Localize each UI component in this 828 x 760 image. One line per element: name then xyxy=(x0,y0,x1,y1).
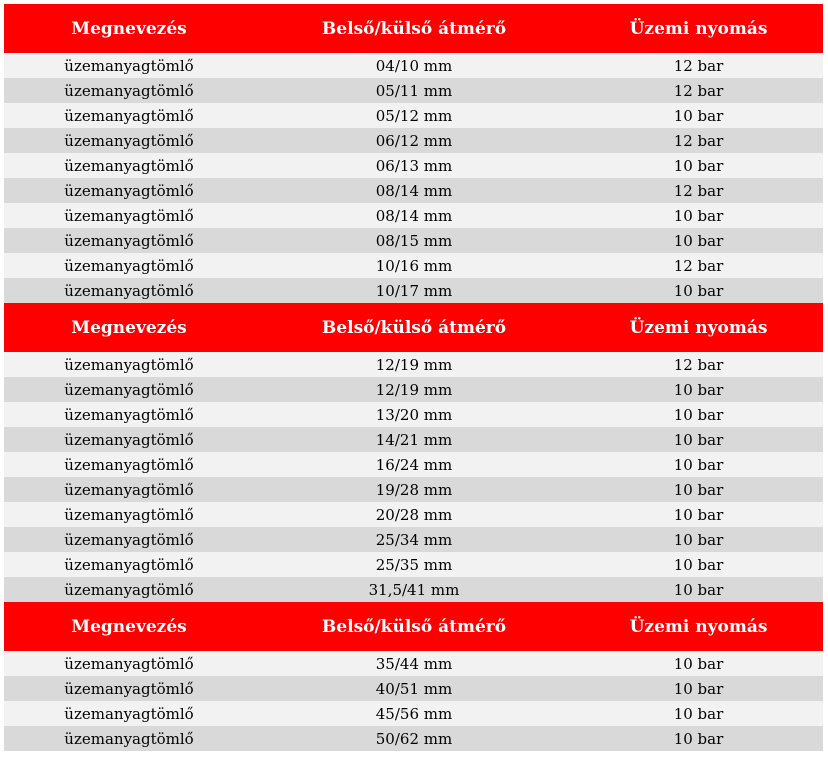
cell-diameter: 05/11 mm xyxy=(375,81,453,100)
cell-name: üzemanyagtömlő xyxy=(64,355,194,374)
cell-pressure: 10 bar xyxy=(673,580,724,599)
cell-pressure: 10 bar xyxy=(673,380,724,399)
cell-pressure: 10 bar xyxy=(673,231,724,250)
cell-name: üzemanyagtömlő xyxy=(64,181,194,200)
cell-diameter: 08/15 mm xyxy=(375,231,453,250)
cell-name: üzemanyagtömlő xyxy=(64,281,194,300)
cell-pressure: 12 bar xyxy=(673,131,724,150)
header-diameter: Belső/külső átmérő xyxy=(321,18,507,39)
cell-pressure: 10 bar xyxy=(673,729,724,748)
cell-pressure: 10 bar xyxy=(673,505,724,524)
table-row xyxy=(4,377,823,402)
cell-diameter: 08/14 mm xyxy=(375,206,453,225)
header-name: Megnevezés xyxy=(71,317,187,338)
cell-pressure: 10 bar xyxy=(673,206,724,225)
cell-pressure: 10 bar xyxy=(673,106,724,125)
cell-diameter: 19/28 mm xyxy=(375,480,453,499)
cell-pressure: 10 bar xyxy=(673,555,724,574)
cell-diameter: 31,5/41 mm xyxy=(368,580,460,599)
header-pressure: Üzemi nyomás xyxy=(629,616,768,637)
header-name: Megnevezés xyxy=(71,616,187,637)
cell-pressure: 10 bar xyxy=(673,405,724,424)
cell-name: üzemanyagtömlő xyxy=(64,81,194,100)
table-row xyxy=(4,352,823,377)
table-row xyxy=(4,552,823,577)
header-pressure: Üzemi nyomás xyxy=(629,317,768,338)
cell-pressure: 10 bar xyxy=(673,281,724,300)
cell-name: üzemanyagtömlő xyxy=(64,156,194,175)
cell-diameter: 12/19 mm xyxy=(375,380,453,399)
cell-diameter: 20/28 mm xyxy=(375,505,453,524)
cell-name: üzemanyagtömlő xyxy=(64,480,194,499)
cell-diameter: 10/17 mm xyxy=(375,281,453,300)
cell-pressure: 12 bar xyxy=(673,355,724,374)
cell-name: üzemanyagtömlő xyxy=(64,455,194,474)
table-row xyxy=(4,427,823,452)
table-row xyxy=(4,103,823,128)
cell-pressure: 10 bar xyxy=(673,654,724,673)
cell-diameter: 10/16 mm xyxy=(375,256,453,275)
table-row xyxy=(4,502,823,527)
cell-name: üzemanyagtömlő xyxy=(64,56,194,75)
cell-diameter: 25/35 mm xyxy=(375,555,453,574)
cell-diameter: 13/20 mm xyxy=(375,405,453,424)
cell-diameter: 04/10 mm xyxy=(375,56,453,75)
cell-name: üzemanyagtömlő xyxy=(64,555,194,574)
table-row xyxy=(4,153,823,178)
cell-pressure: 12 bar xyxy=(673,56,724,75)
cell-pressure: 10 bar xyxy=(673,480,724,499)
table-row xyxy=(4,701,823,726)
cell-diameter: 16/24 mm xyxy=(375,455,453,474)
table-row xyxy=(4,228,823,253)
cell-pressure: 10 bar xyxy=(673,455,724,474)
cell-name: üzemanyagtömlő xyxy=(64,131,194,150)
table-row xyxy=(4,676,823,701)
cell-diameter: 25/34 mm xyxy=(375,530,453,549)
cell-name: üzemanyagtömlő xyxy=(64,679,194,698)
table-row xyxy=(4,651,823,676)
table-row xyxy=(4,203,823,228)
cell-diameter: 05/12 mm xyxy=(375,106,453,125)
cell-name: üzemanyagtömlő xyxy=(64,405,194,424)
cell-name: üzemanyagtömlő xyxy=(64,704,194,723)
cell-name: üzemanyagtömlő xyxy=(64,206,194,225)
cell-name: üzemanyagtömlő xyxy=(64,654,194,673)
cell-pressure: 12 bar xyxy=(673,181,724,200)
table-row xyxy=(4,452,823,477)
table-row xyxy=(4,53,823,78)
cell-diameter: 45/56 mm xyxy=(375,704,453,723)
fuel-hose-table xyxy=(4,4,823,751)
cell-pressure: 12 bar xyxy=(673,256,724,275)
table-row xyxy=(4,527,823,552)
cell-name: üzemanyagtömlő xyxy=(64,380,194,399)
cell-name: üzemanyagtömlő xyxy=(64,505,194,524)
cell-name: üzemanyagtömlő xyxy=(64,729,194,748)
table-header-row xyxy=(4,602,823,651)
header-diameter: Belső/külső átmérő xyxy=(321,317,507,338)
header-diameter: Belső/külső átmérő xyxy=(321,616,507,637)
table-row xyxy=(4,278,823,303)
table-row xyxy=(4,577,823,602)
cell-diameter: 06/12 mm xyxy=(375,131,453,150)
table-row xyxy=(4,178,823,203)
cell-pressure: 12 bar xyxy=(673,81,724,100)
table-row xyxy=(4,726,823,751)
table-row xyxy=(4,78,823,103)
cell-name: üzemanyagtömlő xyxy=(64,106,194,125)
cell-diameter: 14/21 mm xyxy=(375,430,453,449)
cell-diameter: 06/13 mm xyxy=(375,156,453,175)
header-pressure: Üzemi nyomás xyxy=(629,18,768,39)
cell-name: üzemanyagtömlő xyxy=(64,580,194,599)
cell-pressure: 10 bar xyxy=(673,679,724,698)
cell-name: üzemanyagtömlő xyxy=(64,256,194,275)
header-name: Megnevezés xyxy=(71,18,187,39)
cell-diameter: 08/14 mm xyxy=(375,181,453,200)
cell-name: üzemanyagtömlő xyxy=(64,430,194,449)
cell-pressure: 10 bar xyxy=(673,156,724,175)
table-header-row xyxy=(4,303,823,352)
cell-pressure: 10 bar xyxy=(673,704,724,723)
cell-pressure: 10 bar xyxy=(673,530,724,549)
table-row xyxy=(4,128,823,153)
cell-diameter: 40/51 mm xyxy=(375,679,453,698)
table-row xyxy=(4,477,823,502)
cell-pressure: 10 bar xyxy=(673,430,724,449)
cell-diameter: 50/62 mm xyxy=(375,729,453,748)
cell-name: üzemanyagtömlő xyxy=(64,231,194,250)
table-row xyxy=(4,253,823,278)
cell-name: üzemanyagtömlő xyxy=(64,530,194,549)
table-header-row xyxy=(4,4,823,53)
cell-diameter: 12/19 mm xyxy=(375,355,453,374)
cell-diameter: 35/44 mm xyxy=(375,654,453,673)
table-row xyxy=(4,402,823,427)
